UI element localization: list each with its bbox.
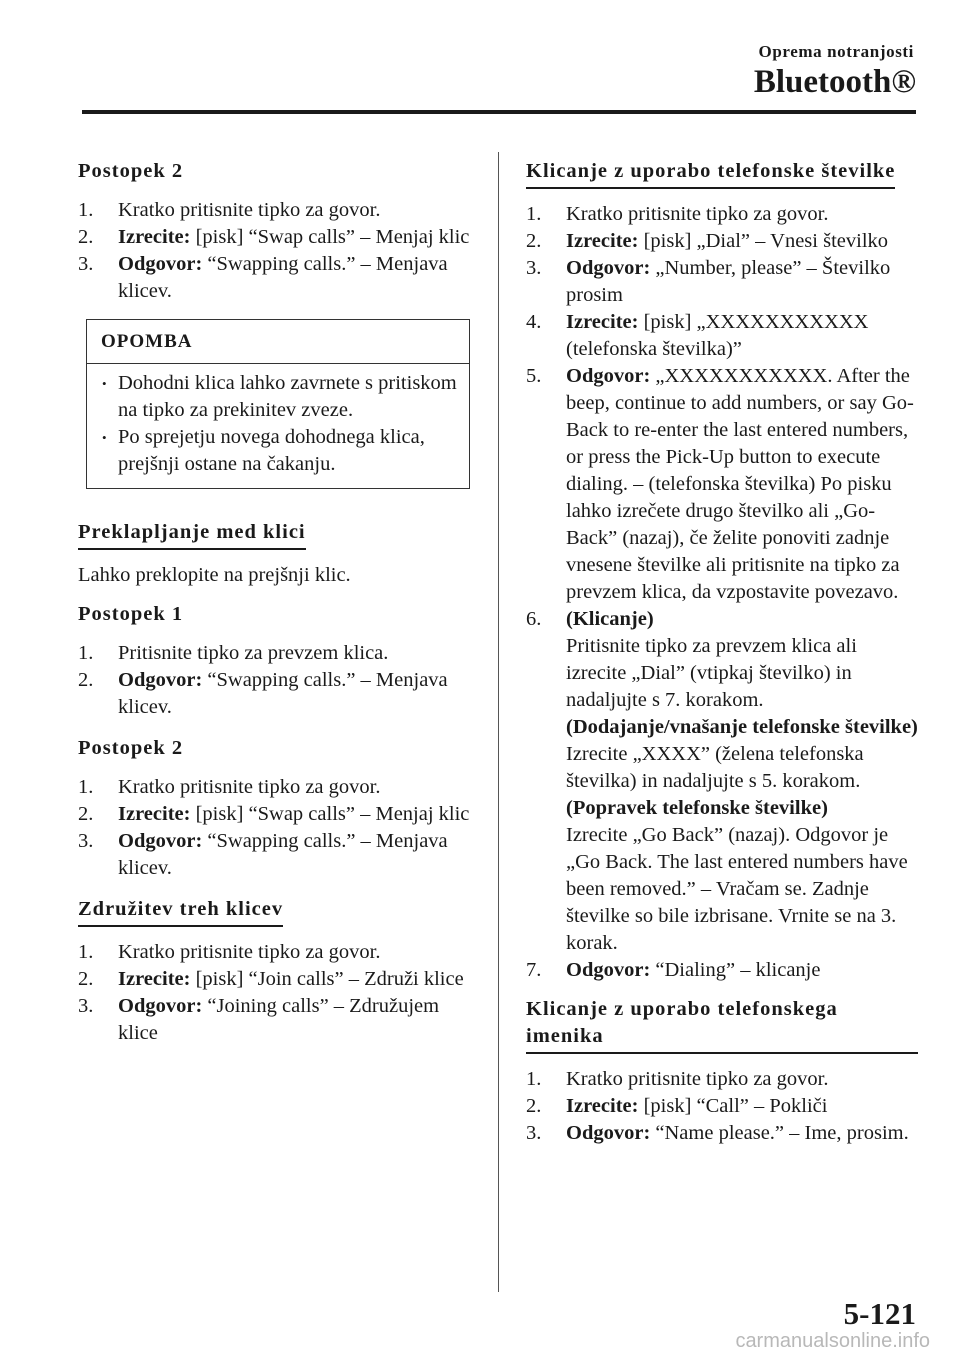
procedure-steps xyxy=(78,640,470,721)
note-box xyxy=(86,319,470,489)
step-item xyxy=(78,640,470,667)
note-title: OPOMBA xyxy=(87,320,469,364)
section-title-text: Klicanje z uporabo telefonske številke xyxy=(526,158,895,189)
step-number: 1. xyxy=(526,1068,542,1090)
page-number: 5-121 xyxy=(843,1296,916,1331)
section-title xyxy=(78,896,470,927)
step-item xyxy=(78,801,470,828)
bullet-icon: • xyxy=(102,430,107,445)
step-number: 4. xyxy=(526,311,542,333)
step-subheading: (Dodajanje/vnašanje telefonske številke) xyxy=(566,716,918,738)
step-item xyxy=(526,363,918,606)
step-item xyxy=(78,993,470,1047)
section-title xyxy=(526,158,918,189)
bullet-icon: • xyxy=(102,376,107,391)
step-text: “Swapping calls.” – Menjava klicev. xyxy=(118,830,448,879)
step-number: 6. xyxy=(526,608,542,630)
section-title xyxy=(526,996,918,1054)
step-text: “Name please.” – Ime, prosim. xyxy=(650,1122,909,1144)
right-column xyxy=(526,158,918,1161)
step-text: „XXXXXXXXXXX. After the beep, continue to add numbers, or say Go-Back to re-enter the last entered numbers, or press the Pick-Up button to execute dialing. – (telefonska številka) Po pisku lahko izrečete drugo številko ali „Go-Back” (nazaj), če želite ponoviti zadnje vnesene številke ali pritisnite na tipko za prevzem klica, da vzpostavite povezavo. xyxy=(566,365,914,603)
step-label: Odgovor: xyxy=(566,1122,651,1144)
step-number: 1. xyxy=(78,199,94,221)
step-text: Izrecite „XXXX” (želena telefonska številka) in nadaljujte s 5. korakom. xyxy=(566,743,864,792)
step-number: 3. xyxy=(526,257,542,279)
step-number: 5. xyxy=(526,365,542,387)
step-item xyxy=(78,939,470,966)
step-label: Izrecite: xyxy=(118,226,191,248)
step-number: 2. xyxy=(526,1095,542,1117)
step-number: 1. xyxy=(78,776,94,798)
step-text: [pisk] „Dial” – Vnesi številko xyxy=(638,230,889,252)
step-item xyxy=(78,828,470,882)
step-number: 2. xyxy=(526,230,542,252)
step-text: Kratko pritisnite tipko za govor. xyxy=(118,941,381,963)
note-item xyxy=(101,370,459,424)
step-item xyxy=(78,667,470,721)
step-text: „Number, please” – Številko prosim xyxy=(566,257,891,306)
column-divider xyxy=(498,152,499,1292)
procedure-title: Postopek 2 xyxy=(78,160,184,182)
step-label: Odgovor: xyxy=(118,995,203,1017)
section-intro: Lahko preklopite na prejšnji klic. xyxy=(78,564,351,586)
section-header: Oprema notranjosti xyxy=(758,42,914,61)
step-text: “Swapping calls.” – Menjava klicev. xyxy=(118,669,448,718)
step-item xyxy=(526,1066,918,1093)
step-label: Izrecite: xyxy=(118,803,191,825)
step-text: [pisk] „XXXXXXXXXXX (telefonska številka)” xyxy=(566,311,869,360)
header-rule xyxy=(82,110,916,114)
step-text: [pisk] “Call” – Pokliči xyxy=(638,1095,828,1117)
step-label: Odgovor: xyxy=(566,365,651,387)
step-text: Izrecite „Go Back” (nazaj). Odgovor je „Go Back. The last entered numbers have been removed.” – Vračam se. Zadnje številke so bile izbrisane. Vrnite se na 3. korak. xyxy=(566,824,908,954)
watermark: carmanualsonline.info xyxy=(735,1330,930,1352)
step-number: 2. xyxy=(78,803,94,825)
step-number: 3. xyxy=(526,1122,542,1144)
section-title-text: Združitev treh klicev xyxy=(78,896,283,927)
step-text: “Dialing” – klicanje xyxy=(650,959,821,981)
step-item xyxy=(526,201,918,228)
step-number: 2. xyxy=(78,226,94,248)
step-text: Kratko pritisnite tipko za govor. xyxy=(566,1068,829,1090)
note-body xyxy=(87,364,469,488)
step-item xyxy=(78,197,470,224)
step-label: Odgovor: xyxy=(566,959,651,981)
step-number: 3. xyxy=(78,830,94,852)
step-label: Izrecite: xyxy=(566,230,639,252)
step-label: Izrecite: xyxy=(566,311,639,333)
step-subheading: (Klicanje) xyxy=(566,608,654,630)
procedure-steps xyxy=(78,197,470,305)
step-number: 3. xyxy=(78,253,94,275)
step-text: [pisk] “Swap calls” – Menjaj klic xyxy=(190,803,470,825)
step-item xyxy=(526,255,918,309)
procedure-steps xyxy=(78,939,470,1047)
step-item xyxy=(78,774,470,801)
step-item xyxy=(78,224,470,251)
step-label: Odgovor: xyxy=(118,669,203,691)
note-item-text: Dohodni klica lahko zavrnete s pritiskom na tipko za prekinitev zveze. xyxy=(118,372,457,421)
procedure-steps xyxy=(526,1066,918,1147)
step-text: [pisk] “Join calls” – Združi klice xyxy=(190,968,464,990)
step-item xyxy=(78,966,470,993)
step-number: 7. xyxy=(526,959,542,981)
step-text: Kratko pritisnite tipko za govor. xyxy=(118,199,381,221)
step-number: 3. xyxy=(78,995,94,1017)
procedure-steps xyxy=(526,201,918,606)
step-text: Pritisnite tipko za prevzem klica. xyxy=(118,642,389,664)
step-text: Kratko pritisnite tipko za govor. xyxy=(118,776,381,798)
step-number: 2. xyxy=(78,968,94,990)
procedure-steps xyxy=(526,606,918,984)
step-item xyxy=(526,606,918,957)
step-text: Pritisnite tipko za prevzem klica ali izrecite „Dial” (vtipkaj številko) in nadaljujte s 7. korakom. xyxy=(566,635,857,711)
section-title-text: Preklapljanje med klici xyxy=(78,519,306,550)
procedure-title: Postopek 1 xyxy=(78,603,184,625)
step-label: Odgovor: xyxy=(118,253,203,275)
step-item xyxy=(526,228,918,255)
step-number: 1. xyxy=(78,941,94,963)
section-title xyxy=(78,519,470,550)
step-text: Kratko pritisnite tipko za govor. xyxy=(566,203,829,225)
step-text: “Joining calls” – Združujem klice xyxy=(118,995,440,1044)
note-item xyxy=(101,424,459,478)
left-column xyxy=(78,158,470,1061)
step-subheading: (Popravek telefonske številke) xyxy=(566,797,828,819)
step-number: 1. xyxy=(526,203,542,225)
note-item-text: Po sprejetju novega dohodnega klica, prejšnji ostane na čakanju. xyxy=(118,426,425,475)
procedure-title: Postopek 2 xyxy=(78,737,184,759)
step-label: Odgovor: xyxy=(118,830,203,852)
step-item xyxy=(526,1093,918,1120)
step-text: “Swapping calls.” – Menjava klicev. xyxy=(118,253,448,302)
step-item xyxy=(526,1120,918,1147)
step-label: Izrecite: xyxy=(566,1095,639,1117)
page-title: Bluetooth® xyxy=(753,64,916,100)
step-item xyxy=(526,309,918,363)
step-item xyxy=(526,957,918,984)
step-item xyxy=(78,251,470,305)
procedure-steps xyxy=(78,774,470,882)
section-title-text: Klicanje z uporabo telefonskega imenika xyxy=(526,996,918,1054)
step-text: [pisk] “Swap calls” – Menjaj klic xyxy=(190,226,470,248)
step-label: Odgovor: xyxy=(566,257,651,279)
step-label: Izrecite: xyxy=(118,968,191,990)
step-number: 2. xyxy=(78,669,94,691)
step-number: 1. xyxy=(78,642,94,664)
